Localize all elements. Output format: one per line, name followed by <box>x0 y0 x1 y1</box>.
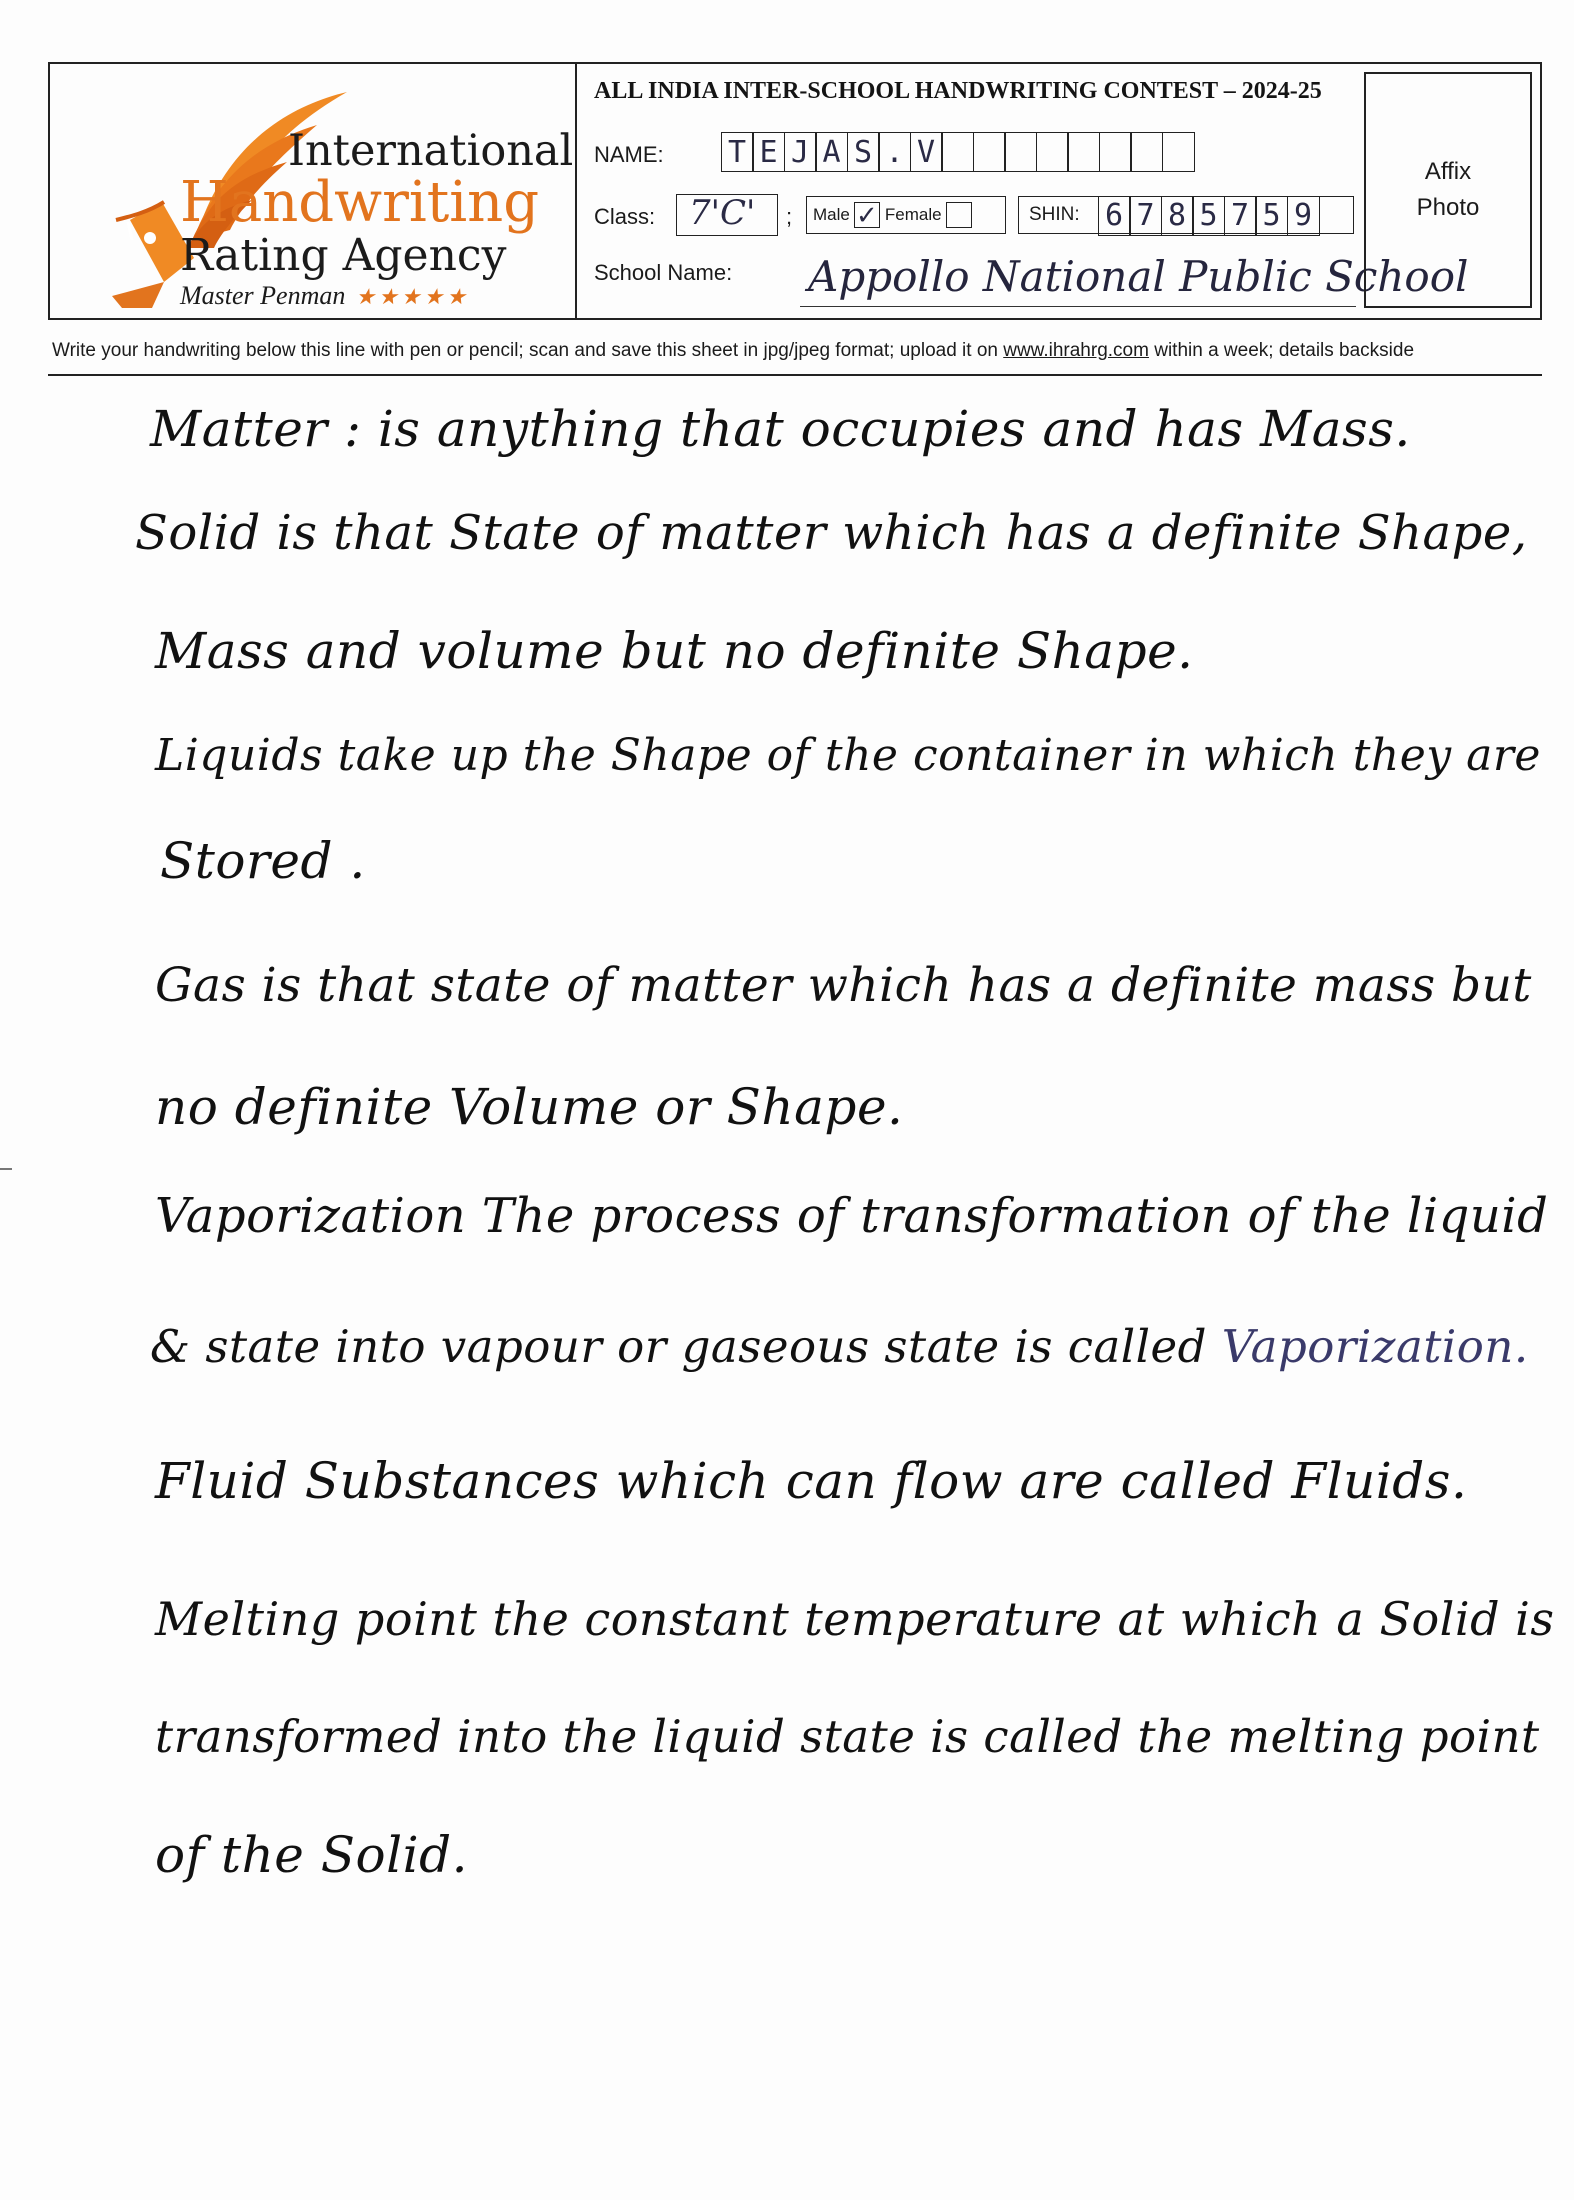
handwriting-line-9 <box>150 1320 1529 1373</box>
shin-digit-cell[interactable]: 7 <box>1129 196 1162 236</box>
name-char-cell[interactable] <box>973 132 1006 172</box>
instruction-text <box>52 340 1542 362</box>
handwriting-line-3: Mass and volume but no definite Shape. <box>155 622 1194 680</box>
handwriting-line-9-blue-word: Vaporization. <box>1221 1320 1529 1373</box>
check-mark-icon: ✓ <box>855 200 878 230</box>
shin-digit-cell[interactable]: 9 <box>1287 196 1320 236</box>
name-char-cell[interactable]: V <box>910 132 943 172</box>
name-char-cell[interactable] <box>1067 132 1100 172</box>
logo-line-rating-agency: Rating Agency <box>180 230 507 281</box>
logo-line-handwriting: Handwriting <box>180 170 540 235</box>
name-char-cell[interactable]: S <box>847 132 880 172</box>
header-frame <box>48 62 1542 320</box>
handwriting-line-13: of the Solid. <box>155 1826 469 1884</box>
scan-edge-mark <box>0 1168 12 1170</box>
name-char-cell[interactable]: E <box>752 132 785 172</box>
name-char-cell[interactable] <box>1036 132 1069 172</box>
shin-digit-cell[interactable]: 5 <box>1255 196 1288 236</box>
school-underline <box>800 306 1356 307</box>
instruction-after: within a week; details backside <box>1148 340 1415 361</box>
handwriting-line-6: Gas is that state of matter which has a definite mass but <box>155 958 1532 1013</box>
name-char-cell[interactable]: A <box>815 132 848 172</box>
handwriting-line-5: Stored . <box>160 832 366 890</box>
name-char-cell[interactable]: T <box>721 132 754 172</box>
class-value: 7'C' <box>689 193 756 233</box>
name-char-cell[interactable]: J <box>784 132 817 172</box>
name-char-cell[interactable] <box>941 132 974 172</box>
male-checkbox[interactable] <box>854 202 880 228</box>
shin-digit-cell[interactable]: 5 <box>1192 196 1225 236</box>
name-label: NAME: <box>594 142 664 167</box>
class-label: Class: <box>594 204 656 229</box>
handwriting-line-7: no definite Volume or Shape. <box>155 1078 904 1136</box>
class-separator: ; <box>786 204 793 229</box>
school-name-value[interactable]: Appollo National Public School <box>808 252 1469 301</box>
name-char-cell[interactable]: . <box>878 132 911 172</box>
handwriting-line-1: Matter : is anything that occupies and has Mass. <box>150 400 1411 458</box>
handwriting-line-8: Vaporization The process of transformation of the liquid <box>155 1188 1549 1244</box>
handwriting-line-4: Liquids take up the Shape of the container in which they are <box>155 730 1541 781</box>
upload-link[interactable]: www.ihrahrg.com <box>1003 340 1149 361</box>
instruction-before: Write your handwriting below this line with pen or pencil; scan and save this sheet in jpg/jpeg format; upload it on <box>52 340 1004 361</box>
contest-title: ALL INDIA INTER-SCHOOL HANDWRITING CONTEST – 2024-25 <box>594 78 1322 104</box>
photo-label-line1: Affix <box>1424 158 1472 185</box>
shin-grid[interactable] <box>1099 196 1320 236</box>
logo-line-international: International <box>288 126 574 176</box>
shin-digit-cell[interactable]: 6 <box>1098 196 1131 236</box>
handwriting-line-2: Solid is that State of matter which has a definite Shape, <box>135 505 1528 561</box>
rating-stars: ★★★★★ <box>355 284 469 309</box>
name-char-cell[interactable] <box>1099 132 1132 172</box>
shin-label: SHIN: <box>1029 204 1080 225</box>
class-field[interactable] <box>676 194 778 236</box>
photo-label-line2: Photo <box>1416 194 1480 221</box>
handwriting-line-10: Fluid Substances which can flow are called Fluids. <box>155 1452 1468 1510</box>
female-checkbox[interactable] <box>946 202 972 228</box>
school-label: School Name: <box>594 260 733 285</box>
gender-field <box>806 196 1006 234</box>
affix-photo-box <box>1364 72 1532 308</box>
logo-tagline-text: Master Penman <box>180 281 346 310</box>
agency-logo <box>50 64 577 318</box>
name-grid[interactable] <box>722 132 1195 172</box>
handwriting-line-11: Melting point the constant temperature at which a Solid is <box>155 1592 1555 1646</box>
female-label: Female <box>884 205 942 224</box>
writing-start-rule <box>48 374 1542 376</box>
shin-digit-cell[interactable]: 8 <box>1161 196 1194 236</box>
shin-digit-cell[interactable]: 7 <box>1224 196 1257 236</box>
handwriting-line-9-main: & state into vapour or gaseous state is called <box>150 1320 1222 1373</box>
handwriting-line-12: transformed into the liquid state is called the melting point <box>155 1710 1540 1763</box>
name-char-cell[interactable] <box>1004 132 1037 172</box>
name-char-cell[interactable] <box>1162 132 1195 172</box>
name-char-cell[interactable] <box>1130 132 1163 172</box>
shin-field <box>1018 196 1354 234</box>
logo-tagline <box>180 281 469 311</box>
male-label: Male <box>813 205 850 224</box>
